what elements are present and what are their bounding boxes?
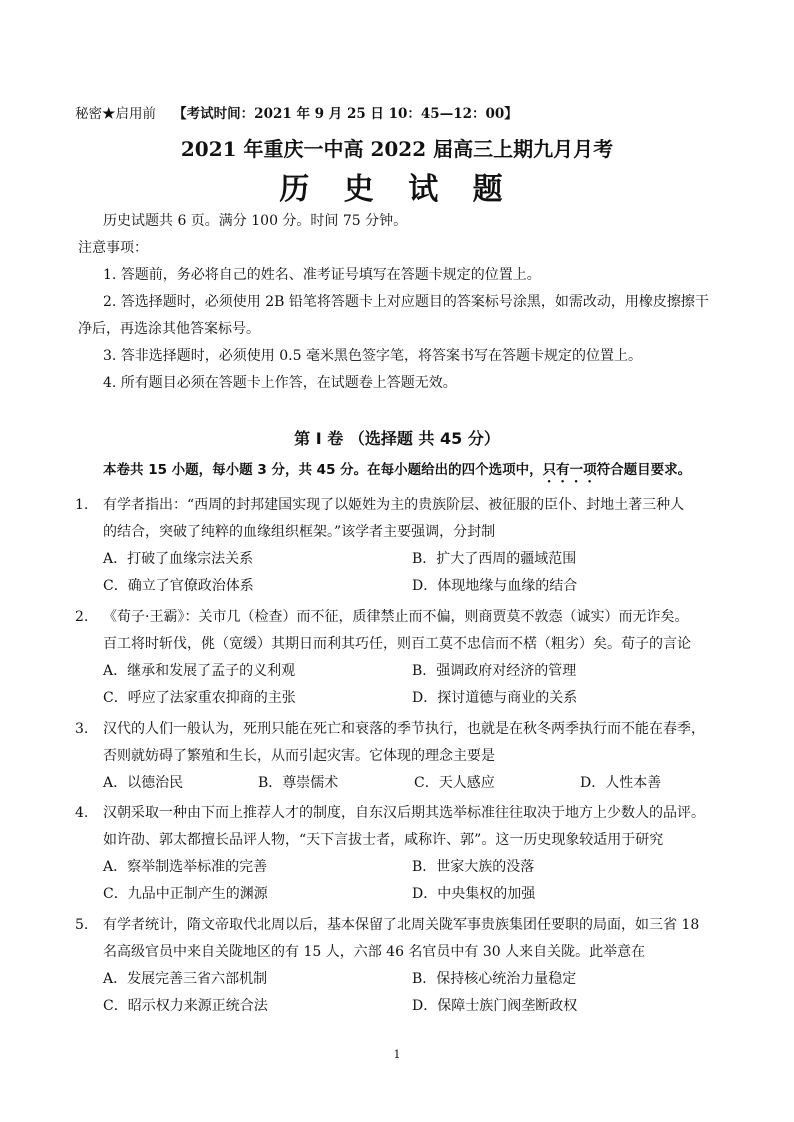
question-text: 汉代的人们一般认为，死刑只能在死亡和衰落的季节执行，也就是在秋冬两季执行而不能在春季， [103, 721, 705, 737]
option-b[interactable]: B．保持核心统治力量稳定 [412, 971, 577, 987]
question-text: 否则就妨碍了繁殖和生长，从而引起灾害。它体现的理念主要是 [103, 748, 495, 764]
question-number: 5. [75, 917, 89, 933]
question-number: 2. [75, 609, 89, 625]
page-number: 1 [393, 1048, 401, 1061]
question-text: 的结合，突破了纯粹的血缘组织框架。”该学者主要强调，分封制 [103, 524, 496, 540]
notice-item: 3. 答非选择题时，必须使用 0.5 毫米黑色签字笔，将答案书写在答题卡规定的位置上。 [103, 348, 642, 364]
option-d[interactable]: D．探讨道德与商业的关系 [412, 690, 578, 706]
intro-text: 历史试题共 6 页。满分 100 分。时间 75 分钟。 [103, 213, 408, 229]
question-text: 有学者指出：“西周的封邦建国实现了以姬姓为主的贵族阶层、被征服的臣仆、封地土著三种人 [103, 497, 685, 513]
option-a[interactable]: A．打破了血缘宗法关系 [103, 551, 254, 567]
option-c[interactable]: C．呼应了法家重农抑商的主张 [103, 690, 296, 706]
option-c[interactable]: C．天人感应 [414, 775, 495, 791]
option-b[interactable]: B．强调政府对经济的管理 [412, 663, 577, 679]
question-number: 4. [75, 805, 89, 821]
question-text: 汉朝采取一种由下而上推荐人才的制度，自东汉后期其选举标准往往取决于地方上少数人的品评。 [103, 805, 705, 821]
option-b[interactable]: B．世家大族的没落 [412, 859, 535, 875]
subject-title: 历 史 试 题 [279, 172, 515, 207]
option-c[interactable]: C．昭示权力来源正统合法 [103, 998, 268, 1014]
option-a[interactable]: A．以德治民 [103, 775, 184, 791]
question-number: 3. [75, 721, 89, 737]
exam-header [75, 104, 518, 124]
section-desc-pre: 本卷共 15 小题，每小题 3 分，共 45 分。在每小题给出的四个选项中， [103, 462, 543, 478]
notice-item: 2. 答选择题时，必须使用 2B 铅笔将答题卡上对应题目的答案标号涂黑，如需改动，用橡皮擦擦干 [103, 294, 709, 310]
option-c[interactable]: C．九品中正制产生的渊源 [103, 886, 268, 902]
option-b[interactable]: B．扩大了西周的疆域范围 [412, 551, 577, 567]
notice-item: 净后，再选涂其他答案标号。 [78, 321, 260, 337]
option-a[interactable]: A．继承和发展了孟子的义利观 [103, 663, 296, 679]
option-b[interactable]: B．尊崇儒术 [258, 775, 339, 791]
notice-label: 注意事项： [78, 240, 148, 256]
option-a[interactable]: A．发展完善三省六部机制 [103, 971, 268, 987]
notice-item: 1. 答题前，务必将自己的姓名、准考证号填写在答题卡规定的位置上。 [103, 267, 541, 283]
option-d[interactable]: D．保障士族门阀垄断政权 [412, 998, 578, 1014]
question-text: 如许劭、郭太都擅长品评人物，“天下言拔士者，咸称许、郭”。这一历史现象较适用于研究 [103, 832, 664, 848]
option-d[interactable]: D．人性本善 [580, 775, 662, 791]
option-c[interactable]: C．确立了官僚政治体系 [103, 578, 254, 594]
question-text: 名高级官员中来自关陇地区的有 15 人，六部 46 名官员中有 30 人来自关陇。此举意在 [103, 944, 646, 960]
exam-time: 【考试时间：2021 年 9 月 25 日 10：45—12：00】 [173, 106, 518, 122]
question-number: 1. [75, 497, 89, 513]
section-description [103, 460, 691, 486]
exam-title: 2021 年重庆一中高 2022 届高三上期九月月考 [180, 137, 614, 161]
option-a[interactable]: A．察举制选举标准的完善 [103, 859, 268, 875]
section-title: 第 I 卷 （选择题 共 45 分） [294, 429, 500, 448]
question-text: 有学者统计，隋文帝取代北周以后，基本保留了北周关陇军事贵族集团任要职的局面，如三省 18 [103, 917, 700, 933]
secret-label: 秘密★启用前 [75, 106, 156, 122]
notice-item: 4. 所有题目必须在答题卡上作答，在试题卷上答题无效。 [103, 375, 457, 391]
option-d[interactable]: D．中央集权的加强 [412, 886, 536, 902]
option-d[interactable]: D．体现地缘与血缘的结合 [412, 578, 578, 594]
question-text: 百工将时斩伐，佻（宽缓）其期日而利其巧任，则百工莫不忠信而不楛（粗劣）矣。荀子的言论 [103, 636, 691, 652]
question-text: 《荀子·王霸》：关市几（检查）而不征，质律禁止而不偏，则商贾莫不敦悫（诚实）而无诈矣。 [103, 609, 689, 625]
section-desc-emphasis: 只有一项 [542, 462, 597, 478]
section-desc-post: 符合题目要求。 [596, 462, 692, 478]
